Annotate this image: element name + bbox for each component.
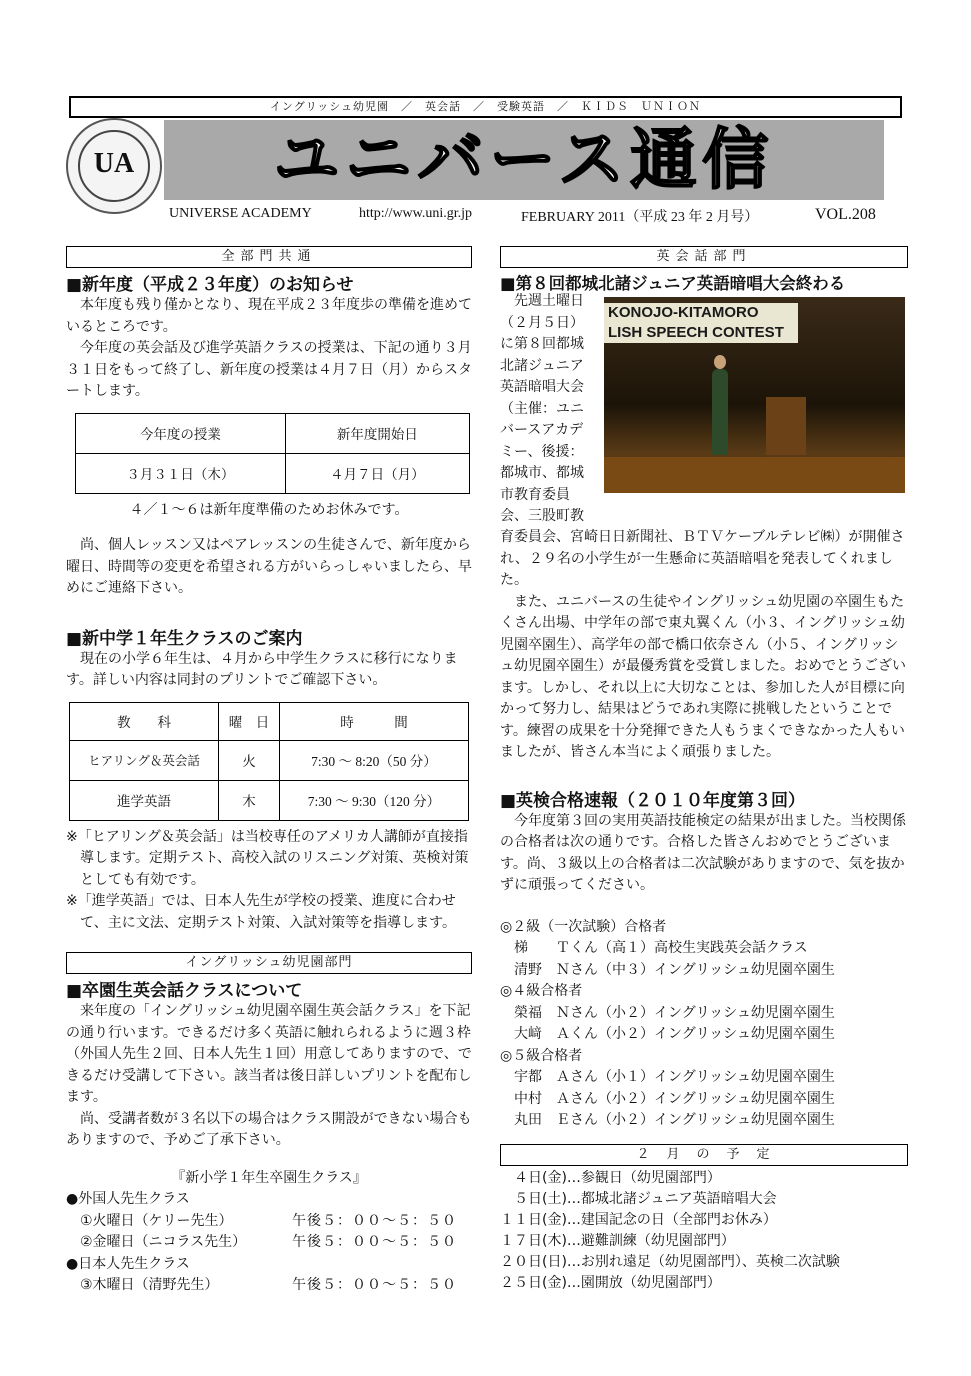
text-line: （２月５日） — [500, 314, 584, 331]
class-time: 午後５：００～５：５０ — [292, 1277, 457, 1293]
schedule-item: ２０日(日)…お別れ遠足（幼児園部門）、英検二次試験 — [500, 1253, 840, 1270]
section-eikaiwa: 英会話部門 — [500, 246, 908, 268]
text-line: 先週土曜日 — [514, 293, 584, 309]
text-line: 北諸ジュニア — [500, 357, 584, 374]
result-line: ◎５級合格者 — [500, 1047, 583, 1064]
article-contest-title: ■第８回都城北諸ジュニア英語暗唱大会終わる — [500, 274, 846, 293]
schedule-item: ２５日(金)…園開放（幼児園部門） — [500, 1274, 721, 1291]
article-new-year-p2: 今年度の英会話及び進学英語クラスの授業は、下記の通り３月３１日をもって終了し、新年度の授業は４月７日（月）からスタートします。 — [66, 340, 472, 399]
schedule-table — [75, 413, 470, 494]
class-row — [66, 1232, 472, 1254]
japanese-teacher-group: ●日本人先生クラス — [66, 1255, 190, 1272]
masthead — [169, 206, 894, 225]
result-line: 丸田 Ｅさん（小２）イングリッシュ幼児園卒園生 — [500, 1112, 835, 1128]
issue-date: FEBRUARY 2011（平成 23 年 2 月号） — [521, 210, 759, 225]
class-subtitle: 『新小学１年生卒園生クラス』 — [171, 1169, 367, 1186]
article-contest-p1: 育委員会、宮崎日日新聞社、ＢＴＶケーブルテレビ㈱）が開催され、２９名の小学生が一生懸命に英語暗唱を発表してくれました。 — [500, 529, 905, 588]
header-topbar: イングリッシュ幼児園 ／ 英会話 ／ 受験英語 ／ ＫＩＤＳ ＵＮＩＯＮ — [69, 96, 902, 118]
eiken-result-list — [500, 917, 908, 1132]
volume: VOL.208 — [815, 206, 876, 223]
speaker-figure — [712, 369, 728, 455]
text-line: 市教育委員 — [500, 486, 570, 503]
table-cell: 木 — [219, 780, 280, 820]
article-new-year-p1: 本年度も残り僅かとなり、現在平成２３年度歩の準備を進めているところです。 — [66, 297, 472, 335]
schedule-item: ５日(土)…都城北諸ジュニア英語暗唱大会 — [500, 1190, 777, 1207]
table-header: 新年度開始日 — [285, 413, 469, 453]
banner-line-2: LISH SPEECH CONTEST — [608, 324, 784, 341]
table-cell: ヒアリング＆英会話 — [70, 740, 219, 780]
result-line: 中村 Ａさん（小２）イングリッシュ幼児園卒園生 — [500, 1090, 835, 1107]
section-kindergarten: イングリッシュ幼児園部門 — [66, 952, 472, 974]
class-note-1: ※「ヒアリング＆英会話」は当校専任のアメリカ人講師が直接指導します。定期テスト、高校入試のリスニング対策、英検対策としても有効です。 — [66, 828, 469, 888]
class-row — [66, 1275, 472, 1297]
banner-line-1: KONOJO-KITAMORO — [608, 304, 759, 321]
stage-floor — [604, 457, 905, 493]
table-cell: 進学英語 — [70, 780, 219, 820]
left-column — [66, 246, 472, 1297]
logo-monogram: UA — [93, 148, 135, 179]
speaker-head — [714, 355, 726, 369]
speech-contest-photo — [604, 297, 905, 493]
class-time: 午後５：００～５：５０ — [292, 1212, 457, 1229]
article-new-year-title: ■新年度（平成２３年度）のお知らせ — [66, 275, 354, 295]
text-line: ミー、後援： — [500, 443, 584, 460]
class-day: ①火曜日（ケリー先生） — [80, 1212, 233, 1229]
school-name: UNIVERSE ACADEMY — [169, 206, 312, 221]
table-cell: ３月３１日（木） — [76, 453, 286, 493]
school-logo — [66, 118, 162, 214]
schedule-item: １１日(金)…建国記念の日（全部門お休み） — [500, 1211, 777, 1228]
school-url: http://www.uni.gr.jp — [359, 206, 473, 221]
text-line: 英語暗唱大会 — [500, 379, 584, 395]
text-line: 都城市、都城 — [500, 465, 584, 481]
text-line: （主催：ユニ — [500, 400, 584, 417]
table-cell: ４月７日（月） — [285, 453, 469, 493]
article-eiken-p1: 今年度第３回の実用英語技能検定の結果が出ました。当校関係の合格者は次の通りです。合格した皆さんおめでとうございます。尚、３級以上の合格者は二次試験がありますので、気を抜かずに頑張ってください。 — [500, 812, 906, 893]
class-note-2: ※「進学英語」では、日本人先生が学校の授業、進度に合わせて、主に文法、定期テスト対策、入試対策等を指導します。 — [66, 893, 457, 931]
schedule-item: ４日(金)…参観日（幼児園部門） — [500, 1169, 721, 1186]
text-line: に第８回都城 — [500, 336, 584, 352]
section-all-departments: 全部門共通 — [66, 246, 472, 268]
result-line: 大﨑 Ａくん（小２）イングリッシュ幼児園卒園生 — [500, 1026, 835, 1042]
podium — [766, 397, 806, 455]
contest-banner — [604, 303, 798, 343]
article-graduate-p1: 来年度の「イングリッシュ幼児園卒園生英会話クラス」を下記の通り行います。できるだけ多く英語に触れられるように週３枠（外国人先生２回、日本人先生１回）用意してありますので、できるだけ受講して下さい。該当者は後日詳しいプリントを配布します。 — [66, 1003, 472, 1105]
february-schedule-list — [500, 1168, 908, 1294]
table-cell: 7:30 ～ 8:20（50 分） — [280, 740, 469, 780]
class-row — [66, 1211, 472, 1233]
result-line: 梯 Ｔくん（高１）高校生実践英会話クラス — [500, 940, 808, 956]
result-line: 榮福 Ｎさん（小２）イングリッシュ幼児園卒園生 — [500, 1004, 835, 1021]
table-cell: 火 — [219, 740, 280, 780]
class-day: ②金曜日（ニコラス先生） — [80, 1234, 247, 1250]
contest-narrow-text — [500, 291, 600, 528]
result-line: ◎４級合格者 — [500, 983, 583, 999]
article-jhs-p1: 現在の小学６年生は、４月から中学生クラスに移行になります。詳しい内容は同封のプリントでご確認下さい。 — [66, 650, 458, 688]
table-header: 今年度の授業 — [76, 413, 286, 453]
table-header: 時 間 — [280, 702, 469, 740]
right-column-lower — [500, 527, 908, 1294]
article-contest-p2: また、ユニバースの生徒やイングリッシュ幼児園の卒園生もたくさん出場、中学年の部で東丸翼くん（小３、イングリッシュ幼児園卒園生）、高学年の部で橋口依奈さん（小５、イングリッシュ幼児園卒園生）が最優秀賞を受賞しました。おめでとうございます。しかし、それ以上に大切なことは、参加した人が目標に向かって努力し、結果はどうであれ実際に挑戦したということです。練習の成果を十分発揮できた人もうまくできなかった人もいましたが、皆さん本当によく頑張りました。 — [500, 593, 906, 760]
section-february-schedule: ２ 月 の 予 定 — [500, 1144, 908, 1166]
newsletter-title: ユニバース通信 — [164, 120, 884, 200]
result-line: 清野 Ｎさん（中３）イングリッシュ幼児園卒園生 — [500, 961, 835, 978]
table-header: 曜 日 — [219, 702, 280, 740]
class-day: ③木曜日（清野先生） — [80, 1277, 219, 1293]
article-new-year-p3: 尚、個人レッスン又はペアレッスンの生徒さんで、新年度から曜日、時間等の変更を希望される方がいらっしゃいましたら、早めにご連絡下さい。 — [66, 537, 472, 596]
article-eiken-title: ■英検合格速報（２０１０年度第３回） — [500, 790, 806, 811]
class-table — [69, 702, 469, 821]
text-line: バースアカデ — [500, 422, 584, 438]
result-line: 宇都 Ａさん（小１）イングリッシュ幼児園卒園生 — [500, 1069, 835, 1085]
class-time: 午後５：００～５：５０ — [292, 1234, 457, 1250]
article-jhs-title: ■新中学１年生クラスのご案内 — [66, 628, 303, 649]
result-line: ◎２級（一次試験）合格者 — [500, 918, 667, 935]
table-header: 教 科 — [70, 702, 219, 740]
article-graduate-p2: 尚、受講者数が３名以下の場合はクラス開設ができない場合もありますので、予めご了承下さい。 — [66, 1110, 472, 1148]
table-cell: 7:30 ～ 9:30（120 分） — [280, 780, 469, 820]
right-column — [500, 246, 908, 294]
text-line: 会、三股町教 — [500, 508, 584, 524]
schedule-item: １７日(木)…避難訓練（幼児園部門） — [500, 1232, 735, 1249]
article-graduate-title: ■卒園生英会話クラスについて — [66, 981, 303, 1001]
closure-note: ４／１～６は新年度準備のためお休みです。 — [129, 501, 409, 518]
foreign-teacher-group: ●外国人先生クラス — [66, 1191, 190, 1207]
